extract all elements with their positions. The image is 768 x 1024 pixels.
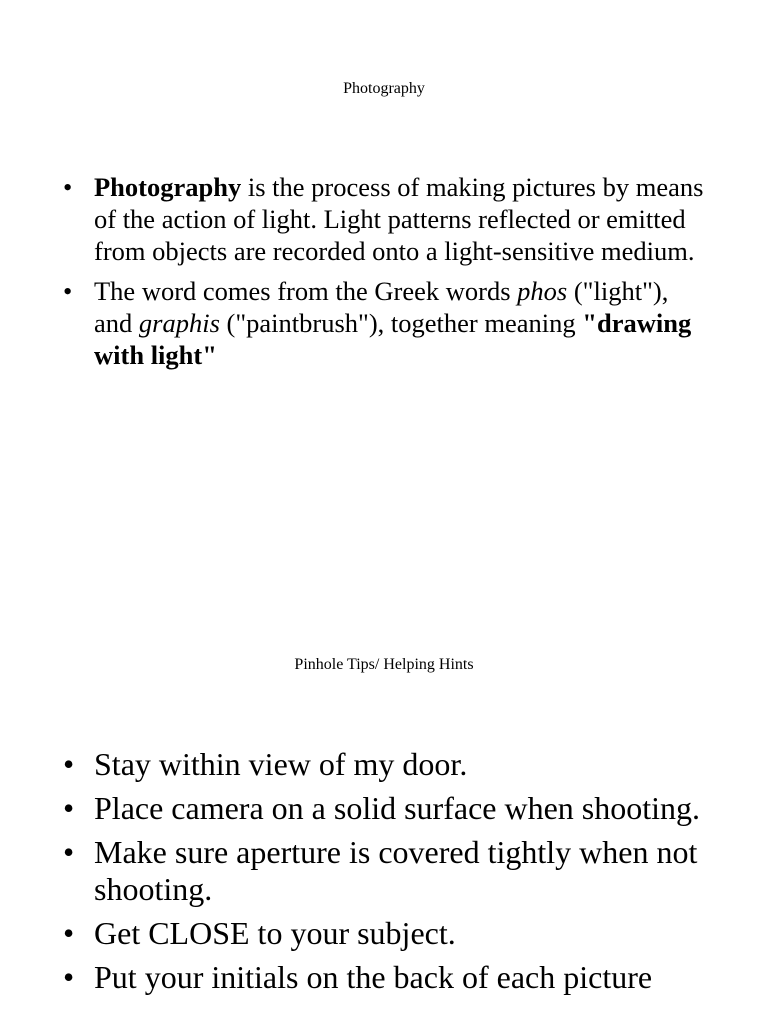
bullet-icon: • [63,746,75,782]
etymology-text-3: ("paintbrush"), together meaning [219,308,583,338]
slide1-bullet-list [63,171,713,379]
slide1-bullet-definition [63,171,713,267]
tip-item [63,834,713,908]
tip-text: Stay within view of my door. [94,746,468,782]
slide2-tips-list [63,746,713,1003]
bullet-icon: • [63,790,75,826]
tip-text: Place camera on a solid surface when shooting. [94,790,701,826]
tip-text: Get CLOSE to your subject. [94,915,456,951]
tip-text: Put your initials on the back of each picture [94,959,653,995]
slide1-bullet-etymology [63,275,713,371]
tip-item [63,915,713,952]
tip-item [63,746,713,783]
bullet-icon: • [63,172,73,202]
bullet-icon: • [63,276,73,306]
slide2-title: Pinhole Tips/ Helping Hints [294,656,474,673]
slide1-title: Photography [343,80,425,97]
greek-word-phos: phos [517,276,568,306]
bullet-icon: • [63,959,75,995]
tip-item [63,790,713,827]
etymology-text-1: The word comes from the Greek words [94,276,518,306]
bullet-icon: • [63,915,75,951]
greek-word-graphis: graphis [138,308,220,338]
tip-item [63,959,713,996]
meaning-text: "drawing with light" [94,308,692,370]
tip-text: Make sure aperture is covered tightly when not shooting. [94,834,698,907]
photography-term: Photography [94,172,242,202]
bullet-icon: • [63,834,75,870]
etymology-text-2: ("light"), and [94,276,669,338]
definition-text: is the process of making pictures by means of the action of light. Light patterns reflected or emitted from objects are recorded onto a light-sensitive medium. [94,172,704,266]
